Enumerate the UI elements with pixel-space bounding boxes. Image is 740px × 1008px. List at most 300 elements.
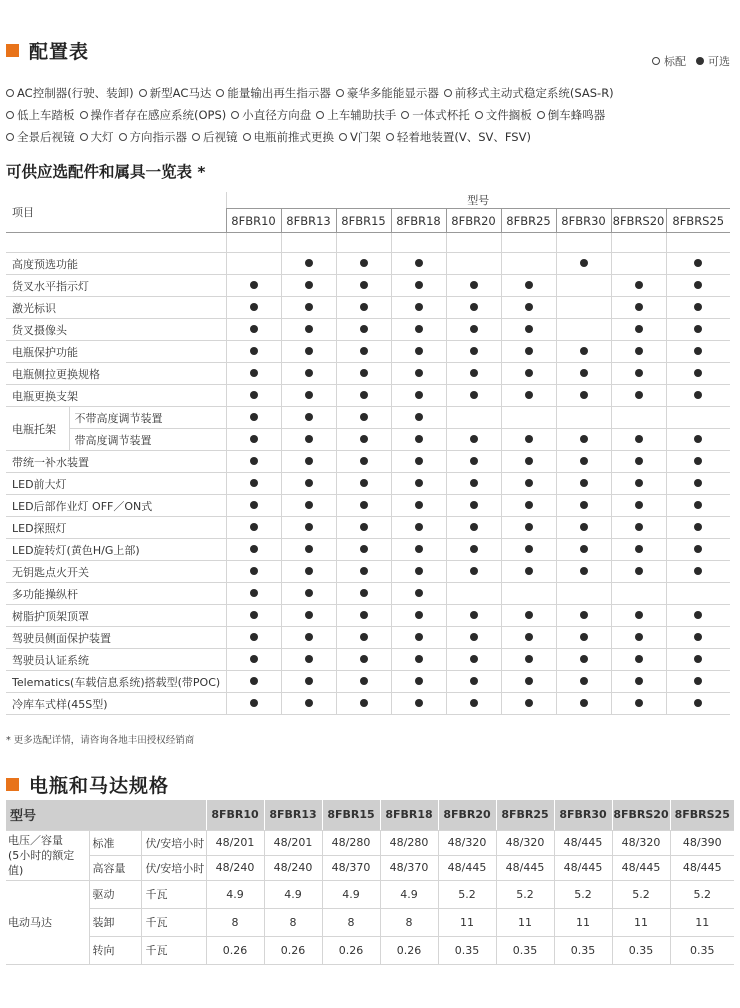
filled-circle-icon bbox=[250, 611, 258, 619]
table-cell bbox=[666, 605, 730, 627]
table-cell bbox=[446, 605, 501, 627]
filled-circle-icon bbox=[250, 325, 258, 333]
filled-circle-icon bbox=[580, 633, 588, 641]
filled-circle-icon bbox=[635, 611, 643, 619]
filled-circle-icon bbox=[694, 699, 702, 707]
table-cell bbox=[501, 693, 556, 715]
table-cell bbox=[336, 341, 391, 363]
standard-features-list bbox=[6, 82, 736, 148]
table-cell bbox=[611, 297, 666, 319]
table-cell bbox=[391, 627, 446, 649]
row-label: 驾驶员侧面保护装置 bbox=[6, 627, 226, 649]
battery-model-column: 8FBR25 bbox=[496, 800, 554, 830]
filled-circle-icon bbox=[580, 347, 588, 355]
table-cell bbox=[391, 495, 446, 517]
filled-circle-icon bbox=[470, 347, 478, 355]
filled-circle-icon bbox=[694, 479, 702, 487]
battery-model-column: 8FBRS25 bbox=[670, 800, 734, 830]
table-cell bbox=[336, 605, 391, 627]
table-cell bbox=[501, 429, 556, 451]
filled-circle-icon bbox=[415, 479, 423, 487]
table-cell: 5.2 bbox=[670, 880, 734, 908]
table-cell bbox=[666, 649, 730, 671]
table-cell bbox=[556, 649, 611, 671]
filled-circle-icon bbox=[580, 523, 588, 531]
table-cell: 11 bbox=[496, 908, 554, 936]
filled-circle-icon bbox=[360, 479, 368, 487]
table-cell bbox=[556, 539, 611, 561]
filled-circle-icon bbox=[305, 413, 313, 421]
table-row bbox=[6, 908, 734, 936]
table-cell bbox=[666, 693, 730, 715]
table-cell bbox=[391, 561, 446, 583]
row-label: LED旋转灯(黄色H/G上部) bbox=[6, 539, 226, 561]
model-column-header: 8FBRS20 bbox=[611, 209, 666, 233]
filled-circle-icon bbox=[305, 391, 313, 399]
filled-circle-icon bbox=[250, 567, 258, 575]
filled-circle-icon bbox=[525, 523, 533, 531]
row-sub-label: 装卸 bbox=[89, 908, 141, 936]
filled-circle-icon bbox=[470, 391, 478, 399]
table-cell: 11 bbox=[612, 908, 670, 936]
table-row bbox=[6, 385, 730, 407]
table-row bbox=[6, 936, 734, 964]
row-group-label bbox=[6, 880, 89, 964]
filled-circle-icon bbox=[580, 677, 588, 685]
standard-feature-label: 低上车踏板 bbox=[17, 108, 75, 122]
table-cell bbox=[391, 451, 446, 473]
table-cell bbox=[446, 561, 501, 583]
table-cell bbox=[226, 451, 281, 473]
table-cell bbox=[281, 429, 336, 451]
model-column-header: 8FBR10 bbox=[226, 209, 281, 233]
filled-circle-icon bbox=[525, 699, 533, 707]
filled-circle-icon bbox=[580, 611, 588, 619]
row-sub-label: 转向 bbox=[89, 936, 141, 964]
table-cell bbox=[336, 407, 391, 429]
table-cell bbox=[281, 407, 336, 429]
filled-circle-icon bbox=[305, 501, 313, 509]
section-marker-icon bbox=[6, 44, 19, 57]
table-cell bbox=[611, 495, 666, 517]
table-cell bbox=[446, 253, 501, 275]
table-cell bbox=[446, 297, 501, 319]
row-unit: 伏/安培小时 bbox=[141, 855, 206, 880]
filled-circle-icon bbox=[360, 281, 368, 289]
table-cell bbox=[226, 627, 281, 649]
standard-feature-label: V门架 bbox=[350, 130, 381, 144]
standard-feature-label: 小直径方向盘 bbox=[242, 108, 312, 122]
standard-feature-item bbox=[339, 130, 381, 144]
standard-feature-item bbox=[316, 108, 396, 122]
filled-circle-icon bbox=[360, 347, 368, 355]
open-circle-icon bbox=[80, 111, 88, 119]
filled-circle-icon bbox=[305, 435, 313, 443]
standard-feature-label: 前移式主动式稳定系统(SAS-R) bbox=[454, 86, 614, 100]
filled-circle-icon bbox=[305, 567, 313, 575]
table-cell bbox=[336, 451, 391, 473]
standard-feature-item bbox=[119, 130, 188, 144]
filled-circle-icon bbox=[694, 523, 702, 531]
filled-circle-icon bbox=[415, 589, 423, 597]
filled-circle-icon bbox=[415, 413, 423, 421]
filled-circle-icon bbox=[360, 611, 368, 619]
table-cell bbox=[611, 649, 666, 671]
table-cell: 48/445 bbox=[496, 855, 554, 880]
open-circle-icon bbox=[243, 133, 251, 141]
filled-circle-icon bbox=[694, 677, 702, 685]
table-row bbox=[6, 583, 730, 605]
table-row bbox=[6, 880, 734, 908]
filled-circle-icon bbox=[360, 391, 368, 399]
table-cell bbox=[226, 341, 281, 363]
row-label: 电瓶侧拉更换规格 bbox=[6, 363, 226, 385]
table-cell bbox=[226, 583, 281, 605]
filled-circle-icon bbox=[305, 589, 313, 597]
filled-circle-icon bbox=[250, 281, 258, 289]
table-cell bbox=[336, 649, 391, 671]
table-cell bbox=[391, 671, 446, 693]
table-cell: 0.35 bbox=[612, 936, 670, 964]
table-cell bbox=[281, 583, 336, 605]
table-cell bbox=[666, 517, 730, 539]
table-cell bbox=[281, 517, 336, 539]
model-column-header: 8FBR15 bbox=[336, 209, 391, 233]
table-cell bbox=[501, 517, 556, 539]
table-row bbox=[6, 605, 730, 627]
table-cell bbox=[391, 693, 446, 715]
filled-circle-icon bbox=[470, 281, 478, 289]
section-marker-icon bbox=[6, 778, 19, 791]
filled-circle-icon bbox=[635, 281, 643, 289]
table-cell bbox=[501, 451, 556, 473]
table-cell: 48/320 bbox=[496, 830, 554, 855]
filled-circle-icon bbox=[470, 523, 478, 531]
table-cell bbox=[446, 363, 501, 385]
filled-circle-icon bbox=[360, 589, 368, 597]
table-cell bbox=[446, 341, 501, 363]
table-cell bbox=[281, 385, 336, 407]
table-row bbox=[6, 539, 730, 561]
filled-circle-icon bbox=[525, 369, 533, 377]
row-label: 激光标识 bbox=[6, 297, 226, 319]
table-cell bbox=[391, 473, 446, 495]
filled-circle-icon bbox=[415, 325, 423, 333]
filled-circle-icon bbox=[415, 545, 423, 553]
table-row bbox=[6, 627, 730, 649]
table-cell: 48/280 bbox=[380, 830, 438, 855]
table-cell bbox=[336, 627, 391, 649]
table-cell bbox=[446, 627, 501, 649]
table-cell: 48/320 bbox=[612, 830, 670, 855]
table-cell: 5.2 bbox=[438, 880, 496, 908]
table-cell bbox=[336, 363, 391, 385]
filled-circle-icon bbox=[250, 413, 258, 421]
table-cell bbox=[226, 407, 281, 429]
table-cell bbox=[501, 495, 556, 517]
table-cell bbox=[391, 539, 446, 561]
filled-circle-icon bbox=[694, 501, 702, 509]
row-label: 不带高度调节装置 bbox=[69, 407, 226, 429]
filled-circle-icon bbox=[694, 435, 702, 443]
table-cell bbox=[446, 671, 501, 693]
table-cell bbox=[501, 561, 556, 583]
table-cell bbox=[391, 517, 446, 539]
filled-circle-icon bbox=[635, 523, 643, 531]
filled-circle-icon bbox=[635, 479, 643, 487]
table-cell: 5.2 bbox=[612, 880, 670, 908]
filled-circle-icon bbox=[415, 677, 423, 685]
standard-features-line bbox=[6, 126, 736, 148]
filled-circle-icon bbox=[305, 347, 313, 355]
filled-circle-icon bbox=[415, 347, 423, 355]
open-circle-icon bbox=[119, 133, 127, 141]
table-cell bbox=[446, 319, 501, 341]
table-row bbox=[6, 830, 734, 855]
filled-circle-icon bbox=[580, 391, 588, 399]
table-cell bbox=[446, 693, 501, 715]
table-cell bbox=[501, 319, 556, 341]
filled-circle-icon bbox=[580, 457, 588, 465]
row-unit: 千瓦 bbox=[141, 880, 206, 908]
filled-circle-icon bbox=[415, 523, 423, 531]
table-cell bbox=[281, 253, 336, 275]
row-label: 树脂护顶架顶罩 bbox=[6, 605, 226, 627]
table-cell bbox=[611, 517, 666, 539]
battery-model-column: 8FBRS20 bbox=[612, 800, 670, 830]
open-circle-icon bbox=[475, 111, 483, 119]
filled-circle-icon bbox=[415, 391, 423, 399]
standard-feature-label: 全景后视镜 bbox=[17, 130, 75, 144]
filled-circle-icon bbox=[580, 501, 588, 509]
filled-circle-icon bbox=[250, 523, 258, 531]
filled-circle-icon bbox=[580, 435, 588, 443]
filled-circle-icon bbox=[525, 677, 533, 685]
table-cell bbox=[556, 473, 611, 495]
table-cell: 0.26 bbox=[206, 936, 264, 964]
open-circle-icon bbox=[652, 57, 660, 65]
table-cell bbox=[446, 473, 501, 495]
table-cell bbox=[281, 297, 336, 319]
row-label: 驾驶员认证系统 bbox=[6, 649, 226, 671]
filled-circle-icon bbox=[305, 325, 313, 333]
filled-circle-icon bbox=[470, 545, 478, 553]
table-cell bbox=[281, 341, 336, 363]
filled-circle-icon bbox=[360, 699, 368, 707]
table-row bbox=[6, 319, 730, 341]
filled-circle-icon bbox=[415, 259, 423, 267]
spacer-row bbox=[6, 233, 730, 253]
table-cell bbox=[611, 671, 666, 693]
table-cell bbox=[226, 473, 281, 495]
table-cell bbox=[556, 693, 611, 715]
row-label: 电瓶更换支架 bbox=[6, 385, 226, 407]
filled-circle-icon bbox=[635, 567, 643, 575]
filled-circle-icon bbox=[580, 479, 588, 487]
filled-circle-icon bbox=[470, 479, 478, 487]
standard-feature-label: 电瓶前推式更换 bbox=[253, 130, 334, 144]
filled-circle-icon bbox=[525, 633, 533, 641]
table-cell: 0.35 bbox=[496, 936, 554, 964]
table-cell bbox=[611, 319, 666, 341]
table-row bbox=[6, 341, 730, 363]
table-cell bbox=[501, 605, 556, 627]
filled-circle-icon bbox=[470, 501, 478, 509]
row-unit: 千瓦 bbox=[141, 908, 206, 936]
table-cell bbox=[666, 671, 730, 693]
table-cell bbox=[611, 363, 666, 385]
filled-circle-icon bbox=[635, 325, 643, 333]
filled-circle-icon bbox=[694, 655, 702, 663]
standard-feature-item bbox=[336, 86, 439, 100]
filled-circle-icon bbox=[580, 567, 588, 575]
battery-model-header: 型号 bbox=[6, 800, 206, 830]
filled-circle-icon bbox=[525, 325, 533, 333]
table-cell bbox=[666, 451, 730, 473]
table-cell bbox=[226, 297, 281, 319]
table-cell bbox=[446, 495, 501, 517]
table-cell bbox=[666, 539, 730, 561]
filled-circle-icon bbox=[635, 347, 643, 355]
filled-circle-icon bbox=[415, 435, 423, 443]
table-cell bbox=[446, 429, 501, 451]
open-circle-icon bbox=[537, 111, 545, 119]
filled-circle-icon bbox=[305, 677, 313, 685]
table-cell bbox=[556, 627, 611, 649]
standard-feature-item bbox=[6, 130, 75, 144]
row-label: 冷库车式样(45S型) bbox=[6, 693, 226, 715]
standard-feature-label: 新型AC马达 bbox=[149, 86, 212, 100]
table-cell bbox=[281, 627, 336, 649]
table-cell bbox=[336, 583, 391, 605]
table-cell bbox=[666, 275, 730, 297]
table-cell bbox=[226, 253, 281, 275]
standard-feature-label: 能量输出再生指示器 bbox=[227, 86, 331, 100]
filled-circle-icon bbox=[250, 655, 258, 663]
standard-feature-label: 大灯 bbox=[90, 130, 114, 144]
table-cell bbox=[336, 429, 391, 451]
filled-circle-icon bbox=[525, 501, 533, 509]
table-cell bbox=[556, 495, 611, 517]
table-cell bbox=[281, 363, 336, 385]
table-cell: 5.2 bbox=[496, 880, 554, 908]
filled-circle-icon bbox=[360, 303, 368, 311]
row-group-label-line: (5小时的额定值) bbox=[8, 848, 75, 877]
table-cell bbox=[226, 275, 281, 297]
table-cell bbox=[336, 561, 391, 583]
filled-circle-icon bbox=[635, 391, 643, 399]
filled-circle-icon bbox=[250, 369, 258, 377]
table-cell bbox=[556, 275, 611, 297]
row-label: 货叉水平指示灯 bbox=[6, 275, 226, 297]
table-cell bbox=[666, 363, 730, 385]
table-row bbox=[6, 517, 730, 539]
filled-circle-icon bbox=[694, 259, 702, 267]
table-cell: 48/320 bbox=[438, 830, 496, 855]
filled-circle-icon bbox=[360, 655, 368, 663]
table-row bbox=[6, 671, 730, 693]
table-cell bbox=[611, 429, 666, 451]
table-cell: 48/390 bbox=[670, 830, 734, 855]
table-cell bbox=[391, 297, 446, 319]
table-cell bbox=[556, 561, 611, 583]
filled-circle-icon bbox=[694, 281, 702, 289]
table-cell: 0.35 bbox=[670, 936, 734, 964]
table-cell bbox=[336, 517, 391, 539]
table-cell bbox=[391, 253, 446, 275]
row-sub-label: 驱动 bbox=[89, 880, 141, 908]
table-cell bbox=[336, 385, 391, 407]
filled-circle-icon bbox=[250, 699, 258, 707]
table-cell: 0.26 bbox=[322, 936, 380, 964]
filled-circle-icon bbox=[360, 677, 368, 685]
filled-circle-icon bbox=[360, 369, 368, 377]
table-cell bbox=[336, 297, 391, 319]
table-cell bbox=[446, 385, 501, 407]
filled-circle-icon bbox=[415, 567, 423, 575]
filled-circle-icon bbox=[635, 501, 643, 509]
filled-circle-icon bbox=[525, 655, 533, 663]
filled-circle-icon bbox=[415, 699, 423, 707]
table-row bbox=[6, 407, 730, 429]
filled-circle-icon bbox=[580, 259, 588, 267]
table-row bbox=[6, 693, 730, 715]
table-cell: 48/370 bbox=[380, 855, 438, 880]
filled-circle-icon bbox=[694, 567, 702, 575]
table-cell bbox=[556, 605, 611, 627]
filled-circle-icon bbox=[525, 611, 533, 619]
filled-circle-icon bbox=[415, 369, 423, 377]
standard-features-line bbox=[6, 82, 736, 104]
table-cell bbox=[281, 561, 336, 583]
filled-circle-icon bbox=[525, 457, 533, 465]
filled-circle-icon bbox=[635, 545, 643, 553]
model-header: 型号 bbox=[226, 192, 730, 209]
table-cell: 48/445 bbox=[438, 855, 496, 880]
standard-feature-item bbox=[80, 130, 114, 144]
table-cell bbox=[391, 341, 446, 363]
model-column-header: 8FBR30 bbox=[556, 209, 611, 233]
table-cell: 48/201 bbox=[206, 830, 264, 855]
table-row bbox=[6, 253, 730, 275]
table-row bbox=[6, 429, 730, 451]
table-cell bbox=[666, 385, 730, 407]
standard-feature-label: AC控制器(行驶、装卸) bbox=[17, 86, 134, 100]
filled-circle-icon bbox=[415, 633, 423, 641]
filled-circle-icon bbox=[470, 677, 478, 685]
table-cell bbox=[556, 253, 611, 275]
standard-feature-label: 文件搁板 bbox=[485, 108, 532, 122]
table-row bbox=[6, 855, 734, 880]
table-cell: 0.26 bbox=[380, 936, 438, 964]
table-cell: 4.9 bbox=[264, 880, 322, 908]
filled-circle-icon bbox=[360, 457, 368, 465]
table-cell: 48/445 bbox=[670, 855, 734, 880]
table-cell bbox=[556, 407, 611, 429]
table-cell bbox=[446, 517, 501, 539]
table-cell bbox=[226, 539, 281, 561]
legend-optional: 可选 bbox=[708, 55, 730, 68]
filled-circle-icon bbox=[525, 347, 533, 355]
filled-circle-icon bbox=[694, 347, 702, 355]
standard-feature-item bbox=[444, 86, 614, 100]
open-circle-icon bbox=[216, 89, 224, 97]
table-cell bbox=[391, 385, 446, 407]
table-cell bbox=[501, 297, 556, 319]
table-cell bbox=[501, 649, 556, 671]
standard-feature-item bbox=[216, 86, 331, 100]
filled-circle-icon bbox=[305, 611, 313, 619]
